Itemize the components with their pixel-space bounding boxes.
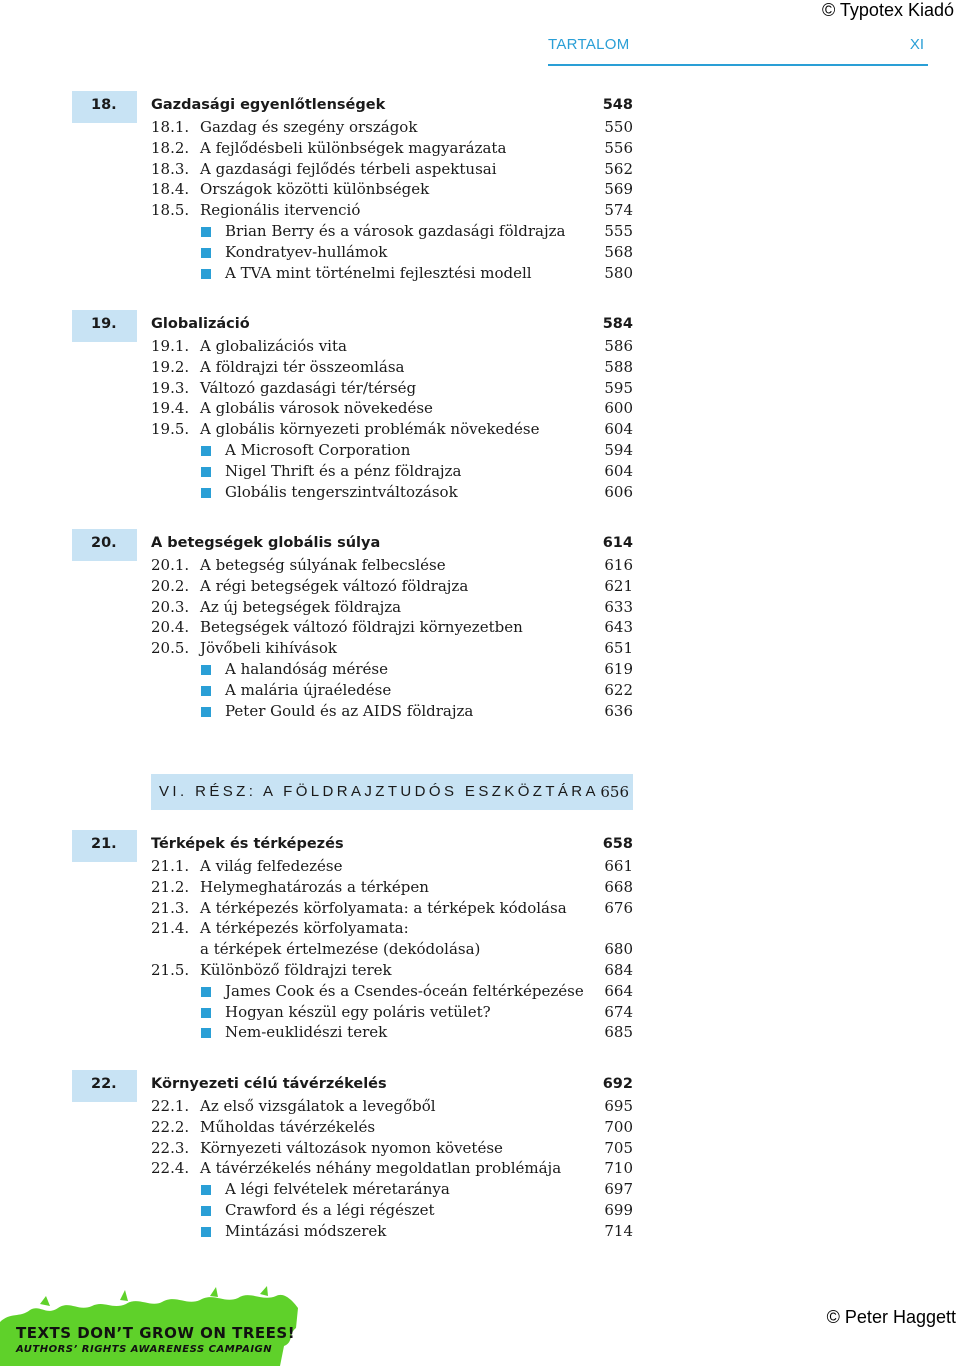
entry-page-number: 604 [604,461,633,480]
entry-page-number: 699 [604,1201,633,1219]
entry-page-number: 705 [604,1138,633,1157]
section-entry [0,918,960,939]
square-bullet-icon [201,248,211,258]
entry-title: Az első vizsgálatok a levegőből [200,1097,436,1115]
section-number: 18.3. [151,159,190,178]
section-number: 19.4. [151,399,190,418]
section-entry [0,617,960,638]
entry-page-number: 676 [604,898,633,917]
entry-page-number: 622 [604,680,633,699]
entry-title: A TVA mint történelmi fejlesztési modell [225,263,532,282]
section-entry [0,960,960,981]
section-entry [0,555,960,576]
section-entry [0,638,960,659]
entry-title: A gazdasági fejlődés térbeli aspektusai [200,159,497,178]
section-entry [0,378,960,399]
entry-page-number: 668 [604,877,633,896]
section-number: 19.3. [151,378,190,397]
section-number: 22.3. [151,1138,190,1157]
section-number: 20.5. [151,639,190,658]
section-entry [0,179,960,200]
section-number: 22.4. [151,1159,190,1178]
entry-page-number: 664 [604,981,633,1000]
chapter-number: 18. [91,97,117,113]
entry-page-number: 574 [604,201,633,220]
entry-title: Környezeti változások nyomon követése [200,1138,503,1157]
box-feature-entry [0,1179,960,1200]
section-entry [0,398,960,419]
entry-title: A fejlődésbeli különbségek magyarázata [200,138,507,157]
chapter-page-number: 614 [602,535,633,551]
entry-title: Változó gazdasági tér/térség [200,378,417,397]
square-bullet-icon [201,269,211,279]
section-entry [0,159,960,180]
entry-title: James Cook és a Csendes-óceán feltérképezése [225,981,584,1000]
section-entry [0,1158,960,1179]
entry-page-number: 661 [604,857,633,875]
entry-page-number: 586 [604,337,633,355]
entry-page-number: 651 [604,639,633,658]
entry-page-number: 606 [604,482,633,501]
section-number: 20.1. [151,556,190,574]
section-number: 21.4. [151,919,190,938]
entry-title: A világ felfedezése [200,857,343,875]
part-page-number: 656 [600,783,629,801]
entry-title: Nem-euklidészi terek [225,1023,388,1042]
running-head [548,34,928,66]
chapter-number: 21. [91,836,117,852]
campaign-stamp [0,1282,300,1366]
entry-page-number: 555 [604,222,633,240]
square-bullet-icon [201,1227,211,1237]
chapter-title: Környezeti célú távérzékelés [151,1076,387,1092]
section-entry [0,138,960,159]
square-bullet-icon [201,665,211,675]
entry-page-number: 680 [604,940,633,959]
square-bullet-icon [201,446,211,456]
section-entry [0,597,960,618]
entry-title: Mintázási módszerek [225,1221,387,1240]
entry-page-number: 600 [604,399,633,418]
box-feature-entry [0,482,960,503]
section-number: 18.2. [151,138,190,157]
entry-title: A malária újraéledése [225,680,392,699]
entry-page-number: 621 [604,576,633,595]
chapter-number: 20. [91,535,117,551]
square-bullet-icon [201,987,211,997]
chapter-title: Gazdasági egyenlőtlenségek [151,97,386,113]
section-number: 20.4. [151,618,190,637]
section-number: 20.3. [151,597,190,616]
entry-page-number: 619 [604,660,633,678]
chapter-page-number: 692 [602,1076,633,1092]
box-feature-entry [0,242,960,263]
entry-title: A Microsoft Corporation [225,441,411,459]
entry-page-number: 636 [604,701,633,720]
entry-title: Az új betegségek földrajza [200,597,402,616]
section-entry [0,576,960,597]
box-feature-entry [0,1221,960,1242]
entry-page-number: 710 [604,1159,633,1178]
entry-page-number: 700 [604,1117,633,1136]
entry-page-number: 633 [604,597,633,616]
section-entry [0,1117,960,1138]
entry-title: A globális városok növekedése [200,399,433,418]
entry-page-number: 562 [604,159,633,178]
entry-title: Különböző földrajzi terek [200,961,392,979]
square-bullet-icon [201,1185,211,1195]
entry-title: A földrajzi tér összeomlása [200,357,405,376]
entry-title: Peter Gould és az AIDS földrajza [225,701,474,720]
section-number: 21.5. [151,961,190,979]
box-feature-entry [0,1022,960,1043]
section-number: 19.2. [151,357,190,376]
entry-page-number: 604 [604,420,633,439]
section-number: 19.1. [151,337,190,355]
entry-title: A távérzékelés néhány megoldatlan problémája [200,1159,562,1178]
section-number: 21.3. [151,898,190,917]
entry-title: Gazdag és szegény országok [200,118,418,136]
part-title: VI. RÉSZ: A FÖLDRAJZTUDÓS ESZKÖZTÁRA [159,783,599,800]
section-number: 20.2. [151,576,190,595]
entry-title: A légi felvételek méretaránya [225,1180,450,1199]
copyright-author: © Peter Haggett [826,1307,956,1327]
box-feature-entry [0,461,960,482]
chapter-title: A betegségek globális súlya [151,535,381,551]
entry-title: Kondratyev-hullámok [225,242,388,261]
entry-title: Országok közötti különbségek [200,180,430,199]
entry-page-number: 697 [604,1180,633,1199]
stamp-subline: AUTHORS’ RIGHTS AWARENESS CAMPAIGN [16,1344,273,1355]
section-number: 18.1. [151,118,190,136]
entry-title: A globalizációs vita [200,337,347,355]
entry-page-number: 588 [604,357,633,376]
entry-title: Nigel Thrift és a pénz földrajza [225,461,462,480]
section-number: 21.1. [151,857,190,875]
entry-page-number: 684 [604,961,633,979]
entry-title: Crawford és a légi régészet [225,1201,435,1219]
square-bullet-icon [201,707,211,717]
running-head-title: TARTALOM [548,36,630,53]
box-feature-entry [0,680,960,701]
entry-title: A régi betegségek változó földrajza [200,576,469,595]
running-head-page-number: XI [909,36,924,53]
entry-page-number: 569 [604,180,633,199]
entry-page-number: 556 [604,138,633,157]
section-number: 21.2. [151,877,190,896]
entry-title: Hogyan készül egy poláris vetület? [225,1002,491,1021]
box-feature-entry [0,263,960,284]
section-number: 19.5. [151,420,190,439]
entry-title: Brian Berry és a városok gazdasági földrajza [225,222,566,240]
section-entry [0,200,960,221]
section-number: 22.1. [151,1097,190,1115]
section-number: 18.4. [151,180,190,199]
section-entry [0,117,960,138]
entry-title: Betegségek változó földrajzi környezetben [200,618,523,637]
entry-title: A halandóság mérése [225,660,388,678]
entry-title: Globális tengerszintváltozások [225,482,458,501]
chapter-number: 19. [91,316,117,332]
section-entry [0,419,960,440]
chapter-page-number: 584 [602,316,633,332]
square-bullet-icon [201,227,211,237]
entry-title: A globális környezeti problémák növekedése [200,420,540,439]
entry-page-number: 674 [604,1002,633,1021]
box-feature-entry [0,221,960,242]
box-feature-entry [0,701,960,722]
entry-page-number: 550 [604,118,633,136]
section-entry [0,1138,960,1159]
stamp-headline: TEXTS DON’T GROW ON TREES! [16,1324,296,1342]
section-entry [0,856,960,877]
section-number: 22.2. [151,1117,190,1136]
box-feature-entry [0,440,960,461]
chapter-page-number: 548 [602,97,633,113]
entry-title: A térképezés körfolyamata: a térképek kódolása [200,898,567,917]
section-entry [0,336,960,357]
section-entry [0,357,960,378]
entry-title: Műholdas távérzékelés [200,1117,376,1136]
section-entry [0,939,960,960]
entry-page-number: 714 [604,1221,633,1240]
section-entry [0,1096,960,1117]
entry-page-number: 643 [604,618,633,637]
entry-title: Regionális itervenció [200,201,361,220]
square-bullet-icon [201,467,211,477]
part-heading [151,774,633,810]
chapter-title: Globalizáció [151,316,250,332]
entry-title: A betegség súlyának felbecslése [200,556,446,574]
copyright-publisher: © Typotex Kiadó [821,0,954,20]
square-bullet-icon [201,488,211,498]
entry-page-number: 580 [604,263,633,282]
box-feature-entry [0,659,960,680]
section-number: 18.5. [151,201,190,220]
chapter-number: 22. [91,1076,117,1092]
box-feature-entry [0,1200,960,1221]
entry-title: Helymeghatározás a térképen [200,877,429,896]
entry-title: A térképezés körfolyamata: [200,919,409,938]
entry-page-number: 616 [604,556,633,574]
section-entry [0,877,960,898]
box-feature-entry [0,981,960,1002]
chapter-title: Térképek és térképezés [151,836,344,852]
section-entry [0,898,960,919]
entry-page-number: 685 [604,1023,633,1042]
square-bullet-icon [201,1028,211,1038]
square-bullet-icon [201,1008,211,1018]
entry-page-number: 568 [604,242,633,261]
box-feature-entry [0,1002,960,1023]
square-bullet-icon [201,686,211,696]
entry-page-number: 595 [604,378,633,397]
square-bullet-icon [201,1206,211,1216]
chapter-page-number: 658 [602,836,633,852]
entry-title: a térképek értelmezése (dekódolása) [200,940,481,959]
entry-page-number: 695 [604,1097,633,1115]
entry-page-number: 594 [604,441,633,459]
entry-title: Jövőbeli kihívások [200,639,337,658]
